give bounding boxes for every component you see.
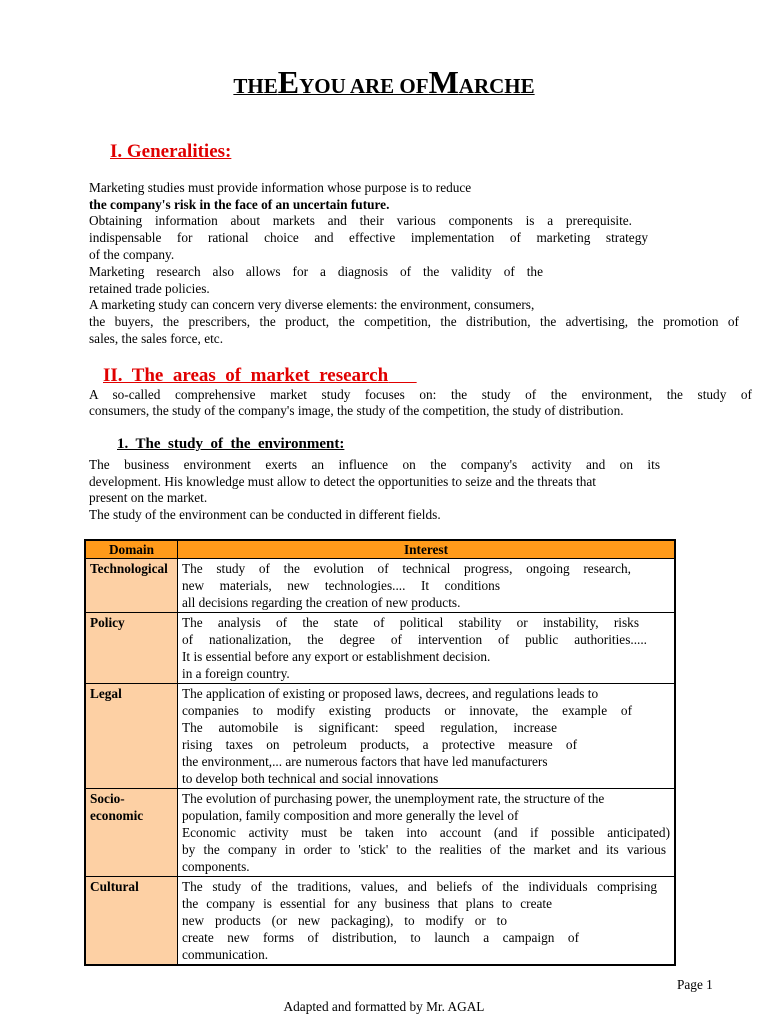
domain-cell: Socio- economic: [85, 789, 178, 877]
table-row: [85, 559, 675, 613]
page-title: THEEYOU ARE OFMARCHE: [233, 64, 535, 100]
paragraph-line: A marketing study can concern very diverse elements: the environment, consumers,: [89, 297, 535, 312]
paragraph-line: the company's risk in the face of an uncertain future.: [89, 197, 390, 212]
interest-cell: The study of the evolution of technical progress, ongoing research, new materials, new technologies.... It conditions all decisions regarding the creation of new products.: [178, 559, 676, 613]
paragraph-line: of the company.: [89, 247, 175, 262]
paragraph-line: The business environment exerts an influence on the company's activity and on its: [89, 457, 660, 472]
paragraph-line: development. His knowledge must allow to detect the opportunities to seize and the threats that: [89, 474, 597, 489]
paragraph-line: present on the market.: [89, 490, 208, 505]
paragraph-line: retained trade policies.: [89, 281, 210, 296]
interest-cell: The application of existing or proposed laws, decrees, and regulations leads to companies to modify existing products or innovate, the example of The automobile is significant: speed regulation, increase rising taxes on petroleum products, a protective measure of the environment,... are numerous factors that have led manufacturers to develop both technical and social innovations: [178, 684, 676, 789]
domain-cell: Technological: [85, 559, 178, 613]
table-row: [85, 613, 675, 684]
paragraph-line: Marketing studies must provide information whose purpose is to reduce: [89, 180, 472, 195]
header-domain: Domain: [85, 540, 178, 559]
subsection-heading-environment: 1. The study of the environment:: [117, 436, 345, 452]
domain-cell: Legal: [85, 684, 178, 789]
section-heading-market-research: II. The areas of market research: [103, 365, 389, 386]
table-row: [85, 789, 675, 877]
interest-cell: The evolution of purchasing power, the unemployment rate, the structure of the population, family composition and more generally the level of Economic activity must be taken into account (and if possible anticipated) by the company in order to 'stick' to the realities of the market and its various components.: [178, 789, 676, 877]
footer-credit: Adapted and formatted by Mr. AGAL: [283, 999, 485, 1014]
table-row: [85, 877, 675, 966]
section-heading-generalities: I. Generalities:: [110, 141, 232, 162]
interest-cell: The study of the traditions, values, and beliefs of the individuals comprising the company is essential for any business that plans to create new products (or new packaging), to modify or to create new forms of distribution, to launch a campaign of communication.: [178, 877, 676, 966]
table-header-row: [85, 540, 675, 559]
paragraph-line: The study of the environment can be conducted in different fields.: [89, 507, 441, 522]
table-row: [85, 684, 675, 789]
paragraph-line: Obtaining information about markets and their various components is a prerequisite.: [89, 213, 632, 228]
paragraph-line: indispensable for rational choice and effective implementation of marketing strategy: [89, 230, 648, 245]
header-interest: Interest: [178, 540, 676, 559]
interest-cell: The analysis of the state of political stability or instability, risks of nationalization, the degree of intervention of public authorities..... It is essential before any export or establishment decision. in a foreign country.: [178, 613, 676, 684]
paragraph-line: sales, the sales force, etc.: [89, 331, 224, 346]
paragraph-line: consumers, the study of the company's image, the study of the competition, the study of distribution.: [89, 403, 624, 418]
paragraph-line: Marketing research also allows for a diagnosis of the validity of the: [89, 264, 543, 279]
domain-cell: Policy: [85, 613, 178, 684]
paragraph-line: the buyers, the prescribers, the product, the competition, the distribution, the advertising, the promotion of: [89, 314, 739, 329]
environment-table: [84, 539, 676, 966]
page-number: Page 1: [677, 977, 713, 992]
paragraph-line: A so-called comprehensive market study focuses on: the study of the environment, the study of: [89, 387, 752, 402]
domain-cell: Cultural: [85, 877, 178, 966]
